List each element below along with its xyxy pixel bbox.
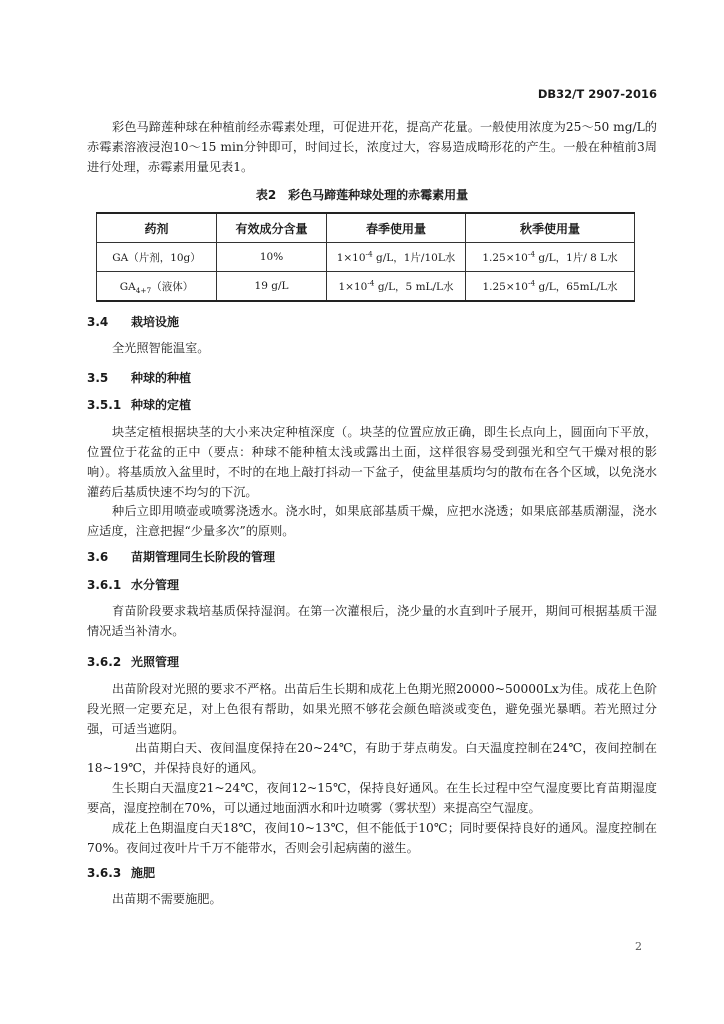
table-caption: 表2 彩色马蹄莲种球处理的赤霉素用量 xyxy=(255,188,469,202)
heading-3-5-1: 3.5.1 种球的定植 xyxy=(87,398,192,412)
cell-agent: GA（片剂，10g） xyxy=(97,243,217,272)
table-header-row xyxy=(97,213,635,243)
section-3-5-1-paragraph-2: 种后立即用喷壶或喷雾浇透水。浇水时，如果底部基质干燥，应把水浇透；如果底部基质潮湿，浇水应适度，注意把握“少量多次”的原则。 xyxy=(87,504,657,538)
header-spring: 春季使用量 xyxy=(327,213,466,243)
cell-content: 10% xyxy=(217,243,327,272)
section-3-6-2-paragraph-1: 出苗阶段对光照的要求不严格。出苗后生长期和成花上色期光照20000~50000Lx为佳。成花上色阶段光照一定要充足，对上色很有帮助，如果光照不够花会颜色暗淡或变色，避免强光暴晒。若光照过分强，可适当遮阴。 xyxy=(87,682,657,736)
section-3-6-3-text: 出苗期不需要施肥。 xyxy=(112,892,222,906)
section-3-5-1-paragraph-1: 块茎定植根据块茎的大小来决定种植深度（。块茎的位置应放正确，即生长点向上，圆面向下平放，位置位于花盆的正中（要点：种球不能种植太浅或露出土面，这样很容易受到强光和空气干燥对根的影响）。将基质放入盆里时，不时的在地上敲打抖动一下盆子，使盆里基质均匀的散布在各个区域，以免浇水灌药后基质快速不均匀的下沉。 xyxy=(87,425,657,499)
heading-3-6: 3.6 苗期管理同生长阶段的管理 xyxy=(87,550,276,564)
section-3-6-1-paragraph: 育苗阶段要求栽培基质保持湿润。在第一次灌根后，浇少量的水直到叶子展开，期间可根据基质干湿情况适当补清水。 xyxy=(87,604,657,638)
table-row xyxy=(97,243,635,272)
cell-autumn: $1.25\times 10^{-4}$ g/L，65mL/L水 xyxy=(466,272,635,302)
heading-3-6-3: 3.6.3 施肥 xyxy=(87,866,156,880)
cell-spring: $1\times 10^{-4}$ g/L，5 mL/L水 xyxy=(327,272,466,302)
section-3-6-2-paragraph-3: 生长期白天温度21~24℃，夜间12~15℃，保持良好通风。在生长过程中空气湿度要比育苗期湿度要高，湿度控制在70%，可以通过地面洒水和叶边喷雾（雾状型）来提高空气湿度。 xyxy=(87,781,657,815)
gibberellin-dosage-table xyxy=(96,212,635,302)
cell-content: 19 g/L xyxy=(217,272,327,302)
table-row xyxy=(97,272,635,302)
standard-code: DB32/T 2907-2016 xyxy=(537,87,657,101)
section-3-6-2-paragraph-2: 出苗期白天、夜间温度保持在20~24℃，有助于芽点萌发。白天温度控制在24℃，夜间控制在18~19℃，并保持良好的通风。 xyxy=(87,741,657,775)
heading-3-4: 3.4 栽培设施 xyxy=(87,315,180,329)
header-agent: 药剂 xyxy=(97,213,217,243)
header-content: 有效成分含量 xyxy=(217,213,327,243)
cell-autumn: $1.25\times 10^{-4}$ g/L，1片/ 8 L水 xyxy=(466,243,635,272)
heading-3-5: 3.5 种球的种植 xyxy=(87,371,192,385)
cell-spring: $1\times 10^{-4}$ g/L，1片/10L水 xyxy=(327,243,466,272)
section-3-6-2-paragraph-4: 成花上色期温度白天18℃，夜间10~13℃，但不能低于10℃；同时要保持良好的通风。湿度控制在70%。夜间过夜叶片千万不能带水，否则会引起病菌的滋生。 xyxy=(87,821,657,855)
header-autumn: 秋季使用量 xyxy=(466,213,635,243)
cell-agent: $GA_{4+7}$（液体） xyxy=(97,272,217,302)
page-number: 2 xyxy=(635,940,642,953)
heading-3-6-1: 3.6.1 水分管理 xyxy=(87,578,180,592)
section-3-4-text: 全光照智能温室。 xyxy=(112,341,210,355)
intro-paragraph: 彩色马蹄莲种球在种植前经赤霉素处理，可促进开花，提高产花量。一般使用浓度为25～50 mg/L的赤霉素溶液浸泡10～15 min分钟即可，时间过长，浓度过大，容易造成畸形花的产生。一般在种植前3周进行处理，赤霉素用量见表1。 xyxy=(87,120,657,174)
heading-3-6-2: 3.6.2 光照管理 xyxy=(87,655,180,669)
